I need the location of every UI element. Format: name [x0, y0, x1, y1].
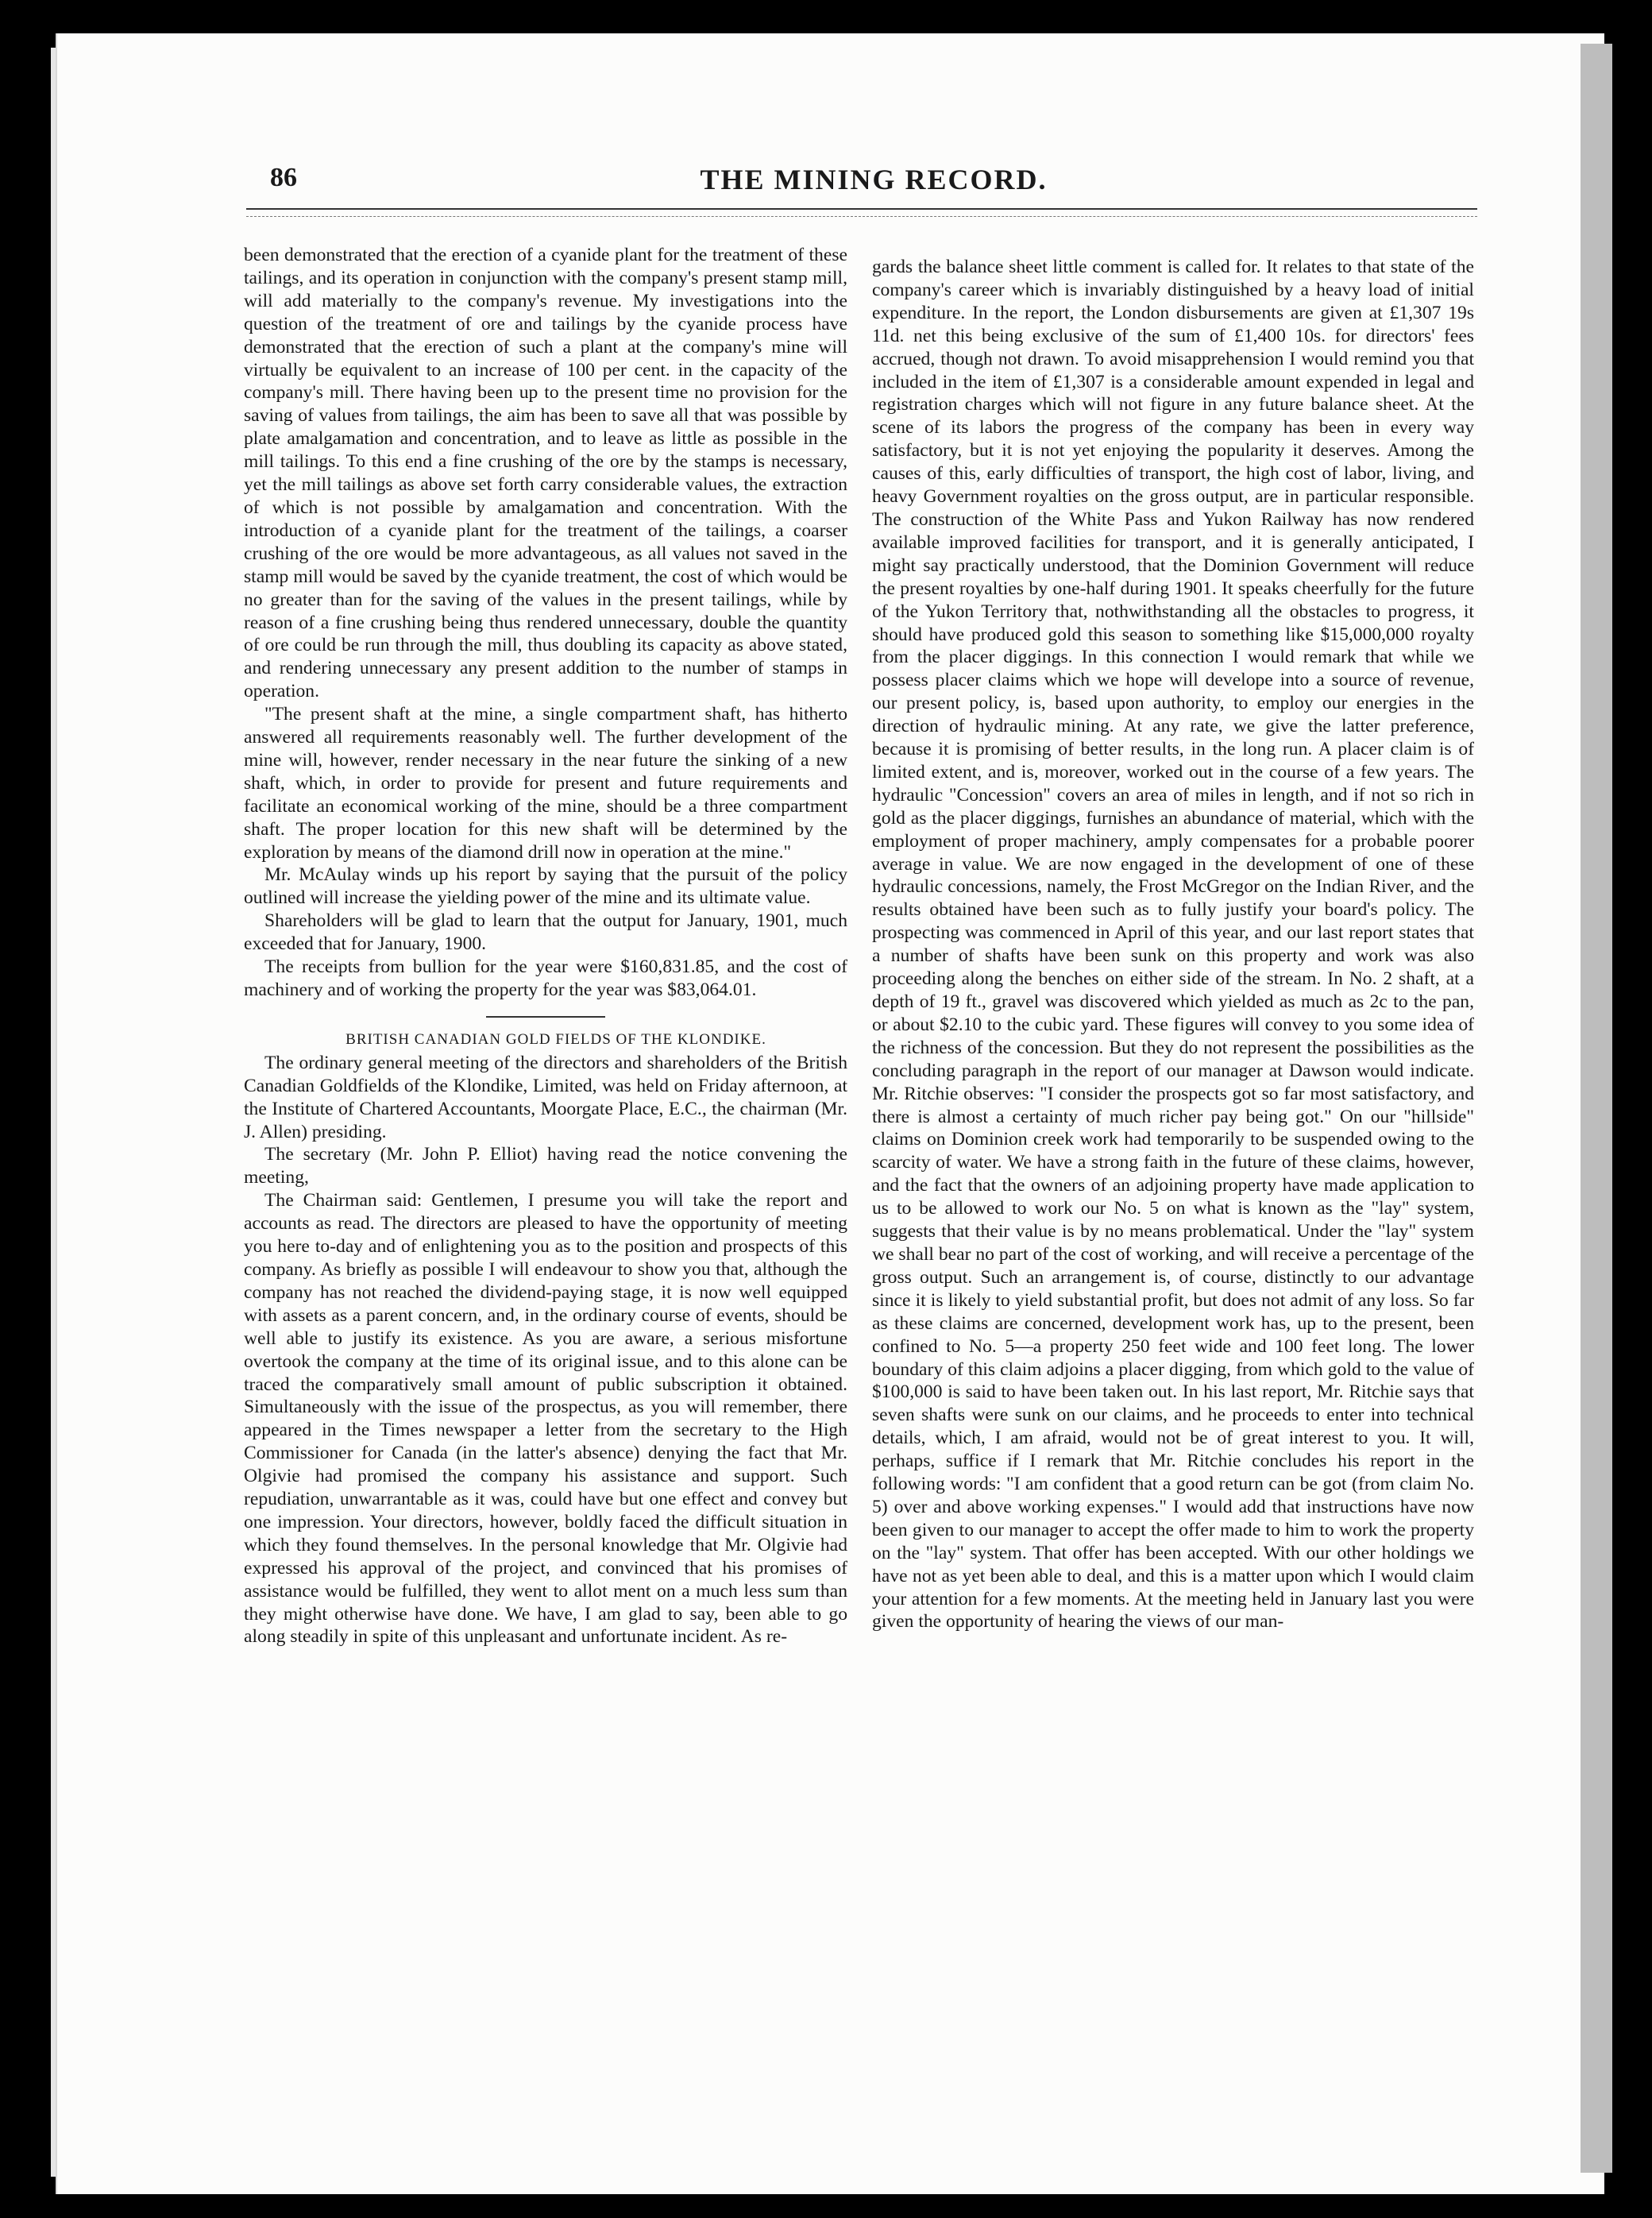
page-edge-right — [1581, 44, 1612, 2173]
paragraph: Mr. McAulay winds up his report by saying that the pursuit of the policy outlined will increase the yielding power of the mine and its ultimate value. — [244, 864, 847, 909]
paragraph: been demonstrated that the erection of a cyanide plant for the treatment of these tailings, and its operation in conjunction with the company's present stamp mill, will add materially to the company's revenue. My investigations into the question of the treatment of ore and tailings by the cyanide process have demonstrated that the erection of such a plant at the company's mine will virtually be equivalent to an increase of 100 per cent. in the capacity of the company's mill. There having been up to the present time no provision for the saving of values from tailings, the aim has been to save all that was possible by plate amalgamation and concentration, and to leave as little as possible in the mill tailings. To this end a fine crushing of the ore by the stamps is necessary, yet the mill tailings as above set forth carry considerable values, the extraction of which is not possible by amalgamation and concentration. With the introduction of a cyanide plant for the treatment of the tailings, a coarser crushing of the ore would be more advantageous, as all values not saved in the stamp mill would be saved by the cyanide treatment, the cost of which would be no greater than for the saving of the values in the present tailings, while by reason of a fine crushing being thus rendered unnecessary, double the quantity of ore could be run through the mill, thus doubling its capacity as above stated, and rendering unnecessary any present addition to the number of stamps in operation. — [244, 245, 847, 702]
section-title: BRITISH CANADIAN GOLD FIELDS OF THE KLONDIKE. — [345, 1030, 766, 1048]
paragraph: "The present shaft at the mine, a single compartment shaft, has hitherto answered all requirements reasonably well. The further development of the mine will, however, render necessary in the near future the sinking of a new shaft, which, in order to provide for present and future requirements and facilitate an economical working of the mine, should be a three compartment shaft. The proper location for this new shaft will be determined by the exploration by means of the diamond drill now in operation at the mine." — [244, 704, 847, 863]
paragraph: Shareholders will be glad to learn that the output for January, 1901, much exceeded that for January, 1900. — [244, 910, 847, 955]
section-divider — [486, 1016, 605, 1018]
left-column — [244, 244, 847, 1648]
header-rule — [246, 208, 1477, 210]
page-header — [270, 163, 1477, 211]
page-number: 86 — [270, 163, 297, 192]
paragraph: gards the balance sheet little comment is called for. It relates to that state of the company's career which is invariably distinguished by a heavy load of initial expenditure. In the report, the London disbursements are given at £1,307 19s 11d. net this being exclusive of the sum of £1,400 10s. for directors' fees accrued, though not drawn. To avoid misapprehension I would remind you that included in the item of £1,307 is a considerable amount expended in legal and registration charges which will not figure in any future balance sheet. At the scene of its labors the progress of the company has been in every way satisfactory, but it is not yet enjoying the popularity it deserves. Among the causes of this, early difficulties of transport, the high cost of labor, living, and heavy Government royalties on the gross output, are in particular responsible. The construction of the White Pass and Yukon Railway has now rendered available improved facilities for transport, and it is generally anticipated, I might say practically understood, that the Dominion Government will reduce the present royalties by one-half during 1901. It speaks cheerfully for the future of the Yukon Territory that, nothwithstanding all the obstacles to progress, it should have produced gold this season to something like $15,000,000 royalty from the placer diggings. In this connection I would remark that while we possess placer claims which we hope will develope into a source of revenue, our present policy, is, based upon authority, to employ our energies in the direction of hydraulic mining. At any rate, we give the latter preference, because it is promising of better results, in the long run. A placer claim is of limited extent, and is, moreover, worked out in the course of a few years. The hydraulic "Concession" covers an area of miles in length, and if not so rich in gold as the placer diggings, furnishes an abundance of material, which with the employment of proper machinery, amply compensates for a probable poorer average in value. We are now engaged in the development of one of these hydraulic concessions, namely, the Frost McGregor on the Indian River, and the results obtained have been such as to fully justify your board's policy. The prospecting was commenced in April of this year, and our last report states that a number of shafts have been sunk on this property and work was also proceeding along the benches on either side of the stream. In No. 2 shaft, at a depth of 19 ft., gravel was discovered which yielded as much as 2c to the pan, or about $2.10 to the cubic yard. These figures will convey to you some idea of the richness of the concession. But they do not represent the possibilities as the concluding paragraph in the report of our manager at Dawson would indicate. Mr. Ritchie observes: "I consider the prospects got so far most satisfactory, and there is almost a certainty of much richer pay being got." On our "hillside" claims on Dominion creek work had temporarily to be suspended owing to the scarcity of water. We have a strong faith in the future of these claims, however, and the fact that the owners of an adjoining property have made application to us to be allowed to work our No. 5 on what is known as the "lay" system, suggests that their value is by no means problematical. Under the "lay" system we shall bear no part of the cost of working, and will receive a percentage of the gross output. Such an arrangement is, of course, distinctly to our advantage since it is likely to yield substantial profit, but does not admit of any loss. So far as these claims are concerned, development work has, up to the present, been confined to No. 5—a property 250 feet wide and 100 feet long. The lower boundary of this claim adjoins a placer digging, from which gold to the value of $100,000 is said to have been taken out. In his last report, Mr. Ritchie says that seven shafts were sunk on our claims, and he proceeds to enter into technical details, which, I am afraid, would not be of great interest to you. It will, perhaps, suffice if I remark that Mr. Ritchie concludes his report in the following words: "I am confident that a good return can be got (from claim No. 5) over and above working expenses." I would add that instructions have now been given to our manager to accept the offer made to him to work the property on the "lay" system. That offer has been accepted. With our other holdings we have not as yet been able to deal, and this is a matter upon which I would claim your attention for a few moments. At the meeting held in January last you were given the opportunity of hearing the views of our man- — [872, 257, 1474, 1633]
paragraph: The secretary (Mr. John P. Elliot) having read the notice convening the meeting, — [244, 1144, 847, 1188]
header-rule-dashed — [246, 216, 1477, 217]
paragraph: The ordinary general meeting of the directors and shareholders of the British Canadian Goldfields of the Klondike, Limited, was held on Friday afternoon, at the Institute of Chartered Accountants, Moorgate Place, E.C., the chairman (Mr. J. Allen) presiding. — [244, 1052, 847, 1142]
right-column — [872, 256, 1474, 1633]
running-title: THE MINING RECORD. — [700, 164, 1048, 195]
paragraph: The Chairman said: Gentlemen, I presume you will take the report and accounts as read. The directors are pleased to have the opportunity of meeting you here to-day and of enlightening you as to the position and prospects of this company. As briefly as possible I will endeavour to show you that, although the company has not reached the dividend-paying stage, it is now well equipped with assets as a parent concern, and, in the ordinary course of events, should be well able to justify its existence. As you are aware, a serious misfortune overtook the company at the time of its original issue, and to this alone can be traced the comparatively small amount of public subscription it obtained. Simultaneously with the issue of the prospectus, as you will remember, there appeared in the Times newspaper a letter from the secretary to the High Commissioner for Canada (in the latter's absence) denying the fact that Mr. Olgivie had promised the company his assistance and support. Such repudiation, unwarrantable as it was, could have but one effect and convey but one impression. Your directors, however, boldly faced the difficult situation in which they found themselves. In the personal knowledge that Mr. Olgivie had expressed his approval of the project, and convinced that his promises of assistance would be fulfilled, they went to allot ment on a much less sum than they might otherwise have done. We have, I am glad to say, been able to go along steadily in spite of this unpleasant and unfortunate incident. As re- — [244, 1190, 847, 1648]
paragraph: The receipts from bullion for the year were $160,831.85, and the cost of machinery and of working the property for the year was $83,064.01. — [244, 956, 847, 1000]
